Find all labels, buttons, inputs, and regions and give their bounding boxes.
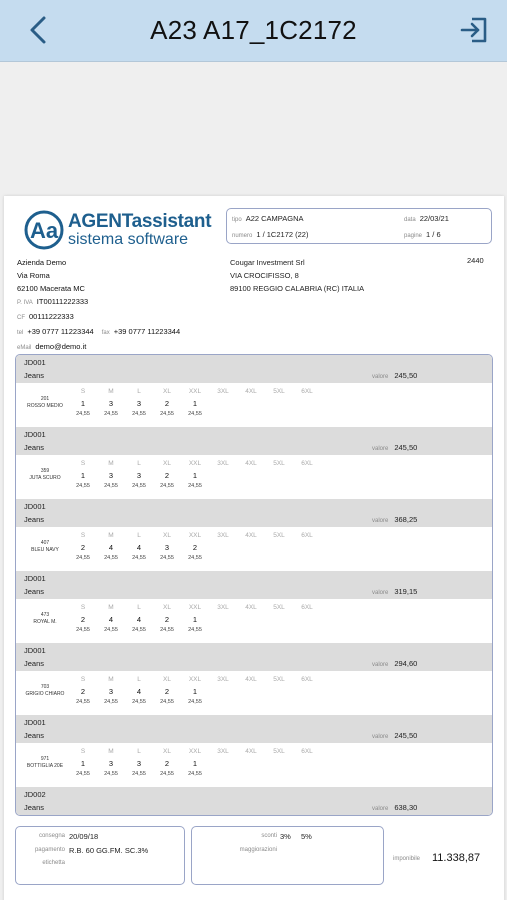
color-name: ROYAL M.: [33, 619, 57, 625]
item-description: Jeans: [24, 515, 45, 524]
sconti-label: sconti: [261, 833, 277, 839]
size-label: 6XL: [301, 532, 313, 539]
size-label: M: [108, 388, 114, 395]
cf-label: CF: [17, 315, 25, 321]
discounts-box: [191, 826, 384, 885]
size-price: 24,55: [76, 483, 90, 489]
size-price: 24,55: [188, 555, 202, 561]
consegna-label: consegna: [38, 833, 65, 839]
size-label: 3XL: [217, 388, 229, 395]
svg-text:Aa: Aa: [30, 218, 59, 243]
exit-icon[interactable]: [458, 14, 490, 46]
size-quantity: 1: [192, 399, 198, 408]
size-quantity: 4: [136, 543, 142, 552]
size-column: [100, 676, 122, 705]
size-quantity: 2: [164, 759, 170, 768]
size-column: [212, 676, 234, 687]
size-column: [240, 460, 262, 471]
size-label: 3XL: [217, 604, 229, 611]
size-label: XL: [163, 460, 171, 467]
size-price: 24,55: [188, 627, 202, 633]
size-label: XL: [163, 604, 171, 611]
size-column: [100, 748, 122, 777]
size-quantity: 3: [136, 399, 142, 408]
logo-subtitle: sistema software: [68, 231, 189, 248]
size-label: 6XL: [301, 604, 313, 611]
size-label: M: [108, 460, 114, 467]
size-label: 5XL: [273, 604, 285, 611]
size-label: XXL: [188, 532, 202, 539]
size-price: 24,55: [104, 555, 118, 561]
size-label: 4XL: [245, 460, 257, 467]
size-label: M: [108, 532, 114, 539]
size-label: 3XL: [217, 676, 229, 683]
size-label: L: [137, 388, 141, 395]
tipo-value: A22 CAMPAGNA: [245, 214, 304, 223]
size-label: XL: [163, 676, 171, 683]
size-label: 5XL: [273, 748, 285, 755]
size-label: 5XL: [273, 532, 285, 539]
item-header-row[interactable]: [16, 643, 492, 671]
size-column: [100, 604, 122, 633]
size-price: 24,55: [188, 699, 202, 705]
fax-label: fax: [101, 330, 110, 336]
size-quantity: 1: [80, 471, 86, 480]
size-label: M: [108, 676, 114, 683]
color-code: 201: [40, 396, 50, 402]
size-price: 24,55: [188, 411, 202, 417]
valore-label: valore: [372, 734, 389, 740]
sender-name: Azienda Demo: [17, 258, 67, 267]
size-column: [156, 388, 178, 417]
size-quantity: 1: [192, 687, 198, 696]
sconto-1: 3%: [280, 832, 291, 841]
item-size-row[interactable]: [16, 383, 492, 427]
size-price: 24,55: [76, 699, 90, 705]
size-label: M: [108, 604, 114, 611]
logo-title: AGENTassistant: [68, 211, 212, 232]
size-price: 24,55: [132, 771, 146, 777]
size-quantity: 4: [108, 615, 114, 624]
size-price: 24,55: [76, 627, 90, 633]
size-label: 3XL: [217, 460, 229, 467]
size-column: [240, 676, 262, 687]
size-column: [128, 460, 150, 489]
item-header-row[interactable]: [16, 427, 492, 455]
size-price: 24,55: [160, 555, 174, 561]
size-label: 5XL: [273, 460, 285, 467]
item-header-row[interactable]: [16, 499, 492, 527]
size-price: 24,55: [104, 699, 118, 705]
size-label: 4XL: [245, 748, 257, 755]
color-label: [22, 756, 68, 770]
size-label: L: [137, 604, 141, 611]
size-column: [268, 676, 290, 687]
item-size-row[interactable]: [16, 527, 492, 571]
item-description: Jeans: [24, 731, 45, 740]
pagamento-value: R.B. 60 GG.FM. SC.3%: [69, 846, 149, 855]
size-quantity: 2: [164, 615, 170, 624]
top-bar: [0, 0, 507, 62]
size-column: [156, 676, 178, 705]
size-quantity: 4: [136, 615, 142, 624]
recipient-city: 89100 REGGIO CALABRIA (RC) ITALIA: [230, 284, 365, 293]
size-column: [240, 388, 262, 399]
size-column: [296, 604, 318, 615]
size-quantity: 3: [164, 543, 170, 552]
size-quantity: 4: [136, 687, 142, 696]
imponibile-label: imponibile: [393, 856, 421, 862]
item-code: JD001: [24, 574, 46, 583]
maggiorazioni-label: maggiorazioni: [239, 847, 277, 853]
size-column: [184, 748, 206, 777]
size-label: S: [80, 676, 86, 683]
size-label: L: [137, 676, 141, 683]
size-label: S: [80, 604, 86, 611]
size-column: [268, 604, 290, 615]
size-price: 24,55: [132, 699, 146, 705]
size-price: 24,55: [104, 771, 118, 777]
pagine-value: 1 / 6: [426, 230, 441, 239]
item-description: Jeans: [24, 443, 45, 452]
size-quantity: 1: [192, 759, 198, 768]
consegna-value: 20/09/18: [69, 832, 99, 841]
valore-label: valore: [372, 374, 389, 380]
item-code: JD001: [24, 502, 46, 511]
size-price: 24,55: [76, 411, 90, 417]
size-column: [212, 604, 234, 615]
size-quantity: 3: [108, 399, 114, 408]
size-column: [72, 748, 94, 777]
size-quantity: 3: [108, 471, 114, 480]
items-table: [15, 354, 493, 816]
item-code: JD001: [24, 430, 46, 439]
size-label: 6XL: [301, 748, 313, 755]
cf-value: 00111222333: [29, 312, 74, 321]
item-description: Jeans: [24, 659, 45, 668]
valore-label: valore: [372, 590, 389, 596]
size-price: 24,55: [160, 771, 174, 777]
size-column: [296, 460, 318, 471]
item-value: 245,50: [394, 731, 418, 740]
item-header-row[interactable]: [16, 715, 492, 743]
sender-street: Via Roma: [17, 271, 50, 280]
size-quantity: 2: [164, 399, 170, 408]
size-quantity: 3: [136, 471, 142, 480]
item-size-row[interactable]: [16, 455, 492, 499]
size-column: [296, 388, 318, 399]
etichetta-label: etichetta: [42, 860, 65, 866]
size-quantity: 1: [80, 399, 86, 408]
size-quantity: 3: [108, 687, 114, 696]
size-price: 24,55: [132, 483, 146, 489]
size-quantity: 3: [136, 759, 142, 768]
item-header-row[interactable]: [16, 355, 492, 383]
sender-city: 62100 Macerata MC: [17, 284, 85, 293]
item-value: 368,25: [394, 515, 418, 524]
size-column: [268, 748, 290, 759]
item-value: 245,50: [394, 443, 418, 452]
valore-label: valore: [372, 662, 389, 668]
email-value: demo@demo.it: [35, 342, 87, 351]
size-column: [296, 748, 318, 759]
color-name: GRIGIO CHIARO: [25, 691, 65, 697]
size-label: L: [137, 532, 141, 539]
size-label: L: [137, 748, 141, 755]
size-label: XXL: [188, 604, 202, 611]
size-price: 24,55: [104, 411, 118, 417]
size-column: [100, 388, 122, 417]
size-label: 3XL: [217, 748, 229, 755]
size-price: 24,55: [160, 411, 174, 417]
item-description: Jeans: [24, 587, 45, 596]
size-label: XXL: [188, 748, 202, 755]
size-label: XL: [163, 748, 171, 755]
color-label: [22, 684, 68, 698]
size-price: 24,55: [104, 627, 118, 633]
order-header-box: [226, 208, 492, 244]
color-code: 473: [40, 612, 50, 618]
size-label: 6XL: [301, 676, 313, 683]
size-price: 24,55: [160, 483, 174, 489]
size-price: 24,55: [160, 627, 174, 633]
size-label: 6XL: [301, 388, 313, 395]
size-column: [128, 532, 150, 561]
size-label: M: [108, 748, 114, 755]
size-column: [72, 532, 94, 561]
tel-label: tel: [17, 330, 24, 336]
size-price: 24,55: [76, 771, 90, 777]
pagamento-label: pagamento: [34, 847, 65, 853]
color-code: 971: [40, 756, 50, 762]
size-column: [212, 460, 234, 471]
item-code: JD001: [24, 718, 46, 727]
item-code: JD001: [24, 646, 46, 655]
item-header-row[interactable]: [16, 571, 492, 599]
size-price: 24,55: [104, 483, 118, 489]
size-label: 4XL: [245, 676, 257, 683]
size-column: [72, 460, 94, 489]
size-column: [184, 604, 206, 633]
size-label: 5XL: [273, 388, 285, 395]
size-label: 4XL: [245, 388, 257, 395]
size-column: [212, 388, 234, 399]
size-label: 4XL: [245, 532, 257, 539]
size-column: [184, 388, 206, 417]
color-label: [22, 468, 68, 482]
size-column: [240, 532, 262, 543]
sender-block: [17, 256, 180, 355]
size-label: XL: [163, 388, 171, 395]
size-column: [72, 388, 94, 417]
size-column: [184, 460, 206, 489]
size-quantity: 1: [192, 471, 198, 480]
size-price: 24,55: [76, 555, 90, 561]
item-size-row[interactable]: [16, 599, 492, 643]
size-column: [156, 748, 178, 777]
item-value: 638,30: [394, 803, 418, 812]
size-column: [268, 460, 290, 471]
size-quantity: 2: [80, 615, 86, 624]
size-column: [296, 532, 318, 543]
color-label: [22, 396, 68, 410]
item-value: 294,60: [394, 659, 418, 668]
size-quantity: 1: [192, 615, 198, 624]
size-quantity: 2: [80, 543, 86, 552]
size-quantity: 2: [164, 471, 170, 480]
size-column: [240, 604, 262, 615]
tipo-label: tipo: [232, 217, 242, 223]
piva-label: P. IVA: [17, 300, 33, 306]
size-column: [156, 532, 178, 561]
size-price: 24,55: [132, 627, 146, 633]
size-column: [128, 748, 150, 777]
valore-label: valore: [372, 806, 389, 812]
recipient-block: [230, 256, 364, 295]
color-code: 359: [40, 468, 50, 474]
recipient-street: VIA CROCIFISSO, 8: [230, 271, 299, 280]
size-quantity: 2: [192, 543, 198, 552]
size-column: [240, 748, 262, 759]
sconto-2: 5%: [301, 832, 312, 841]
data-value: 22/03/21: [419, 214, 449, 223]
size-column: [72, 676, 94, 705]
size-label: 3XL: [217, 532, 229, 539]
size-column: [184, 532, 206, 561]
logo-mark-icon: [24, 210, 64, 250]
size-quantity: 2: [80, 687, 86, 696]
item-size-row[interactable]: [16, 743, 492, 787]
valore-label: valore: [372, 446, 389, 452]
size-column: [100, 460, 122, 489]
item-size-row[interactable]: [16, 671, 492, 715]
size-label: L: [137, 460, 141, 467]
color-label: [22, 612, 68, 626]
size-price: 24,55: [132, 555, 146, 561]
size-column: [268, 532, 290, 543]
size-column: [156, 460, 178, 489]
size-column: [156, 604, 178, 633]
color-code: 703: [40, 684, 50, 690]
size-label: S: [80, 388, 86, 395]
size-quantity: 3: [108, 759, 114, 768]
tel-value: +39 0777 11223344: [27, 327, 94, 336]
item-code: JD002: [24, 790, 46, 799]
numero-value: 1 / 1C2172 (22): [256, 230, 309, 239]
size-label: XXL: [188, 460, 202, 467]
item-header-row[interactable]: [16, 787, 492, 815]
size-column: [212, 532, 234, 543]
recipient-name: Cougar Investment Srl: [230, 258, 305, 267]
recipient-code: 2440: [467, 256, 484, 265]
size-column: [212, 748, 234, 759]
size-label: S: [80, 460, 86, 467]
size-column: [268, 388, 290, 399]
color-name: ROSSO MEDIO: [27, 403, 63, 409]
size-column: [296, 676, 318, 687]
size-price: 24,55: [160, 699, 174, 705]
color-label: [22, 540, 68, 554]
size-price: 24,55: [132, 411, 146, 417]
item-value: 245,50: [394, 371, 418, 380]
size-quantity: 2: [164, 687, 170, 696]
size-column: [128, 388, 150, 417]
data-label: data: [404, 217, 416, 223]
color-name: BLEU NAVY: [31, 547, 59, 553]
imponibile-value: 11.338,87: [432, 852, 481, 864]
size-column: [184, 676, 206, 705]
item-description: Jeans: [24, 371, 45, 380]
color-name: JUTA SCURO: [29, 475, 61, 481]
item-value: 319,15: [394, 587, 418, 596]
size-column: [128, 676, 150, 705]
size-label: S: [80, 748, 86, 755]
size-label: XL: [163, 532, 171, 539]
size-label: 6XL: [301, 460, 313, 467]
size-column: [72, 604, 94, 633]
item-description: Jeans: [24, 803, 45, 812]
size-label: 5XL: [273, 676, 285, 683]
size-label: 4XL: [245, 604, 257, 611]
delivery-payment-box: [15, 826, 185, 885]
size-quantity: 1: [80, 759, 86, 768]
company-logo: [24, 210, 219, 250]
fax-value: +39 0777 11223344: [113, 327, 181, 336]
item-code: JD001: [24, 358, 46, 367]
email-label: eMail: [17, 345, 32, 351]
color-name: BOTTIGLIA 20E: [26, 763, 64, 769]
size-price: 24,55: [188, 483, 202, 489]
color-code: 407: [40, 540, 50, 546]
page-title: A23 A17_1C2172: [150, 15, 357, 45]
piva-value: IT00111222333: [36, 297, 89, 306]
order-document[interactable]: [4, 196, 504, 900]
size-price: 24,55: [188, 771, 202, 777]
valore-label: valore: [372, 518, 389, 524]
size-label: S: [80, 532, 86, 539]
size-column: [128, 604, 150, 633]
size-quantity: 4: [108, 543, 114, 552]
pagine-label: pagine: [404, 233, 423, 239]
size-label: XXL: [188, 676, 202, 683]
size-column: [100, 532, 122, 561]
numero-label: numero: [232, 233, 253, 239]
size-label: XXL: [188, 388, 202, 395]
